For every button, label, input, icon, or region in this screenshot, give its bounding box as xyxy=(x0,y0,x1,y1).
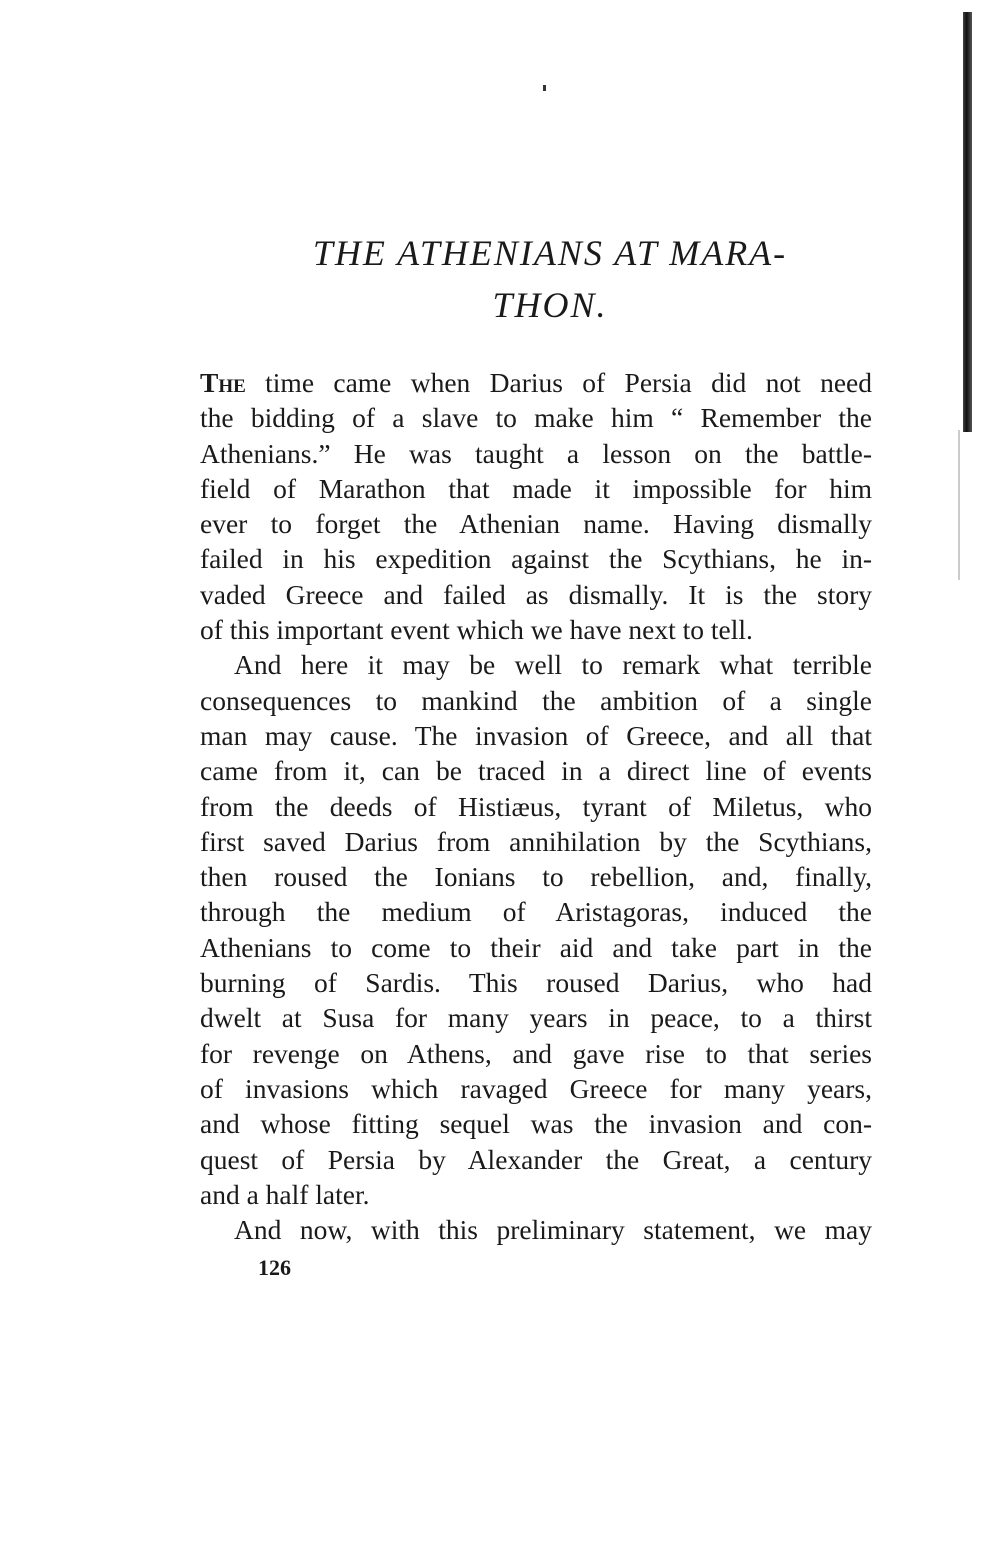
text-line xyxy=(200,930,872,965)
text-line-content: the bidding of a slave to make him “ Remember the xyxy=(200,402,872,434)
text-line xyxy=(200,753,872,788)
text-line-content: came from it, can be traced in a direct line of events xyxy=(200,755,872,787)
page-number: 126 xyxy=(258,1255,291,1280)
text-line xyxy=(200,612,872,647)
drop-word: The xyxy=(200,367,246,398)
text-line xyxy=(200,1000,872,1035)
text-line xyxy=(200,894,872,929)
text-line xyxy=(200,824,872,859)
text-line xyxy=(200,683,872,718)
text-line-content: dwelt at Susa for many years in peace, to a thirst xyxy=(200,1002,872,1034)
text-line-content: vaded Greece and failed as dismally. It is the story xyxy=(200,578,872,610)
text-line xyxy=(200,365,872,400)
text-line-content: first saved Darius from annihilation by the Scythians, xyxy=(200,825,872,857)
text-line-content: quest of Persia by Alexander the Great, a century xyxy=(200,1143,872,1175)
text-line xyxy=(200,1071,872,1106)
text-line xyxy=(200,1212,872,1247)
text-line xyxy=(200,471,872,506)
text-line-content: of invasions which ravaged Greece for many years, xyxy=(200,1072,872,1104)
text-line xyxy=(200,789,872,824)
text-line xyxy=(200,1106,872,1141)
text-line xyxy=(200,965,872,1000)
text-line-content: from the deeds of Histiæus, tyrant of Miletus, who xyxy=(200,790,872,822)
text-line-content: consequences to mankind the ambition of a single xyxy=(200,684,872,716)
chapter-title-line-1: THE ATHENIANS AT MARA- xyxy=(312,233,788,273)
text-line-content: through the medium of Aristagoras, induced the xyxy=(200,896,872,928)
text-line xyxy=(200,506,872,541)
text-line-content: man may cause. The invasion of Greece, and all that xyxy=(200,719,872,751)
text-line xyxy=(200,1036,872,1071)
text-line-content: for revenge on Athens, and gave rise to that series xyxy=(200,1037,872,1069)
text-line-content: ever to forget the Athenian name. Having dismally xyxy=(200,508,872,540)
text-line-content: failed in his expedition against the Scythians, he in- xyxy=(200,543,872,575)
text-line xyxy=(200,541,872,576)
text-line xyxy=(200,1142,872,1177)
text-line-content: of this important event which we have next to tell. xyxy=(200,614,753,646)
text-line xyxy=(200,647,872,682)
page-edge-shadow xyxy=(963,12,972,432)
text-line-content: And here it may be well to remark what terrible xyxy=(234,649,872,681)
chapter-title-line-2: THON. xyxy=(492,285,608,325)
text-line-content: and whose fitting sequel was the invasion and con- xyxy=(200,1108,872,1140)
text-line xyxy=(200,718,872,753)
text-line-content: Athenians to come to their aid and take part in the xyxy=(200,931,872,963)
text-line-content: and a half later. xyxy=(200,1178,370,1210)
text-line-content: field of Marathon that made it impossible for him xyxy=(200,472,872,504)
text-line xyxy=(200,1177,872,1212)
text-line-content: burning of Sardis. This roused Darius, who had xyxy=(200,967,872,999)
body-text xyxy=(200,365,872,1247)
text-line-content: then roused the Ionians to rebellion, and, finally, xyxy=(200,861,872,893)
ink-speck xyxy=(543,85,546,91)
text-line-content: Athenians.” He was taught a lesson on the battle- xyxy=(200,437,872,469)
text-line xyxy=(200,400,872,435)
text-line xyxy=(200,577,872,612)
text-line-content: And now, with this preliminary statement, we may xyxy=(234,1214,872,1246)
page-edge-line xyxy=(958,430,960,580)
text-line xyxy=(200,859,872,894)
text-line-content: time came when Darius of Persia did not need xyxy=(245,367,872,398)
text-line xyxy=(200,436,872,471)
